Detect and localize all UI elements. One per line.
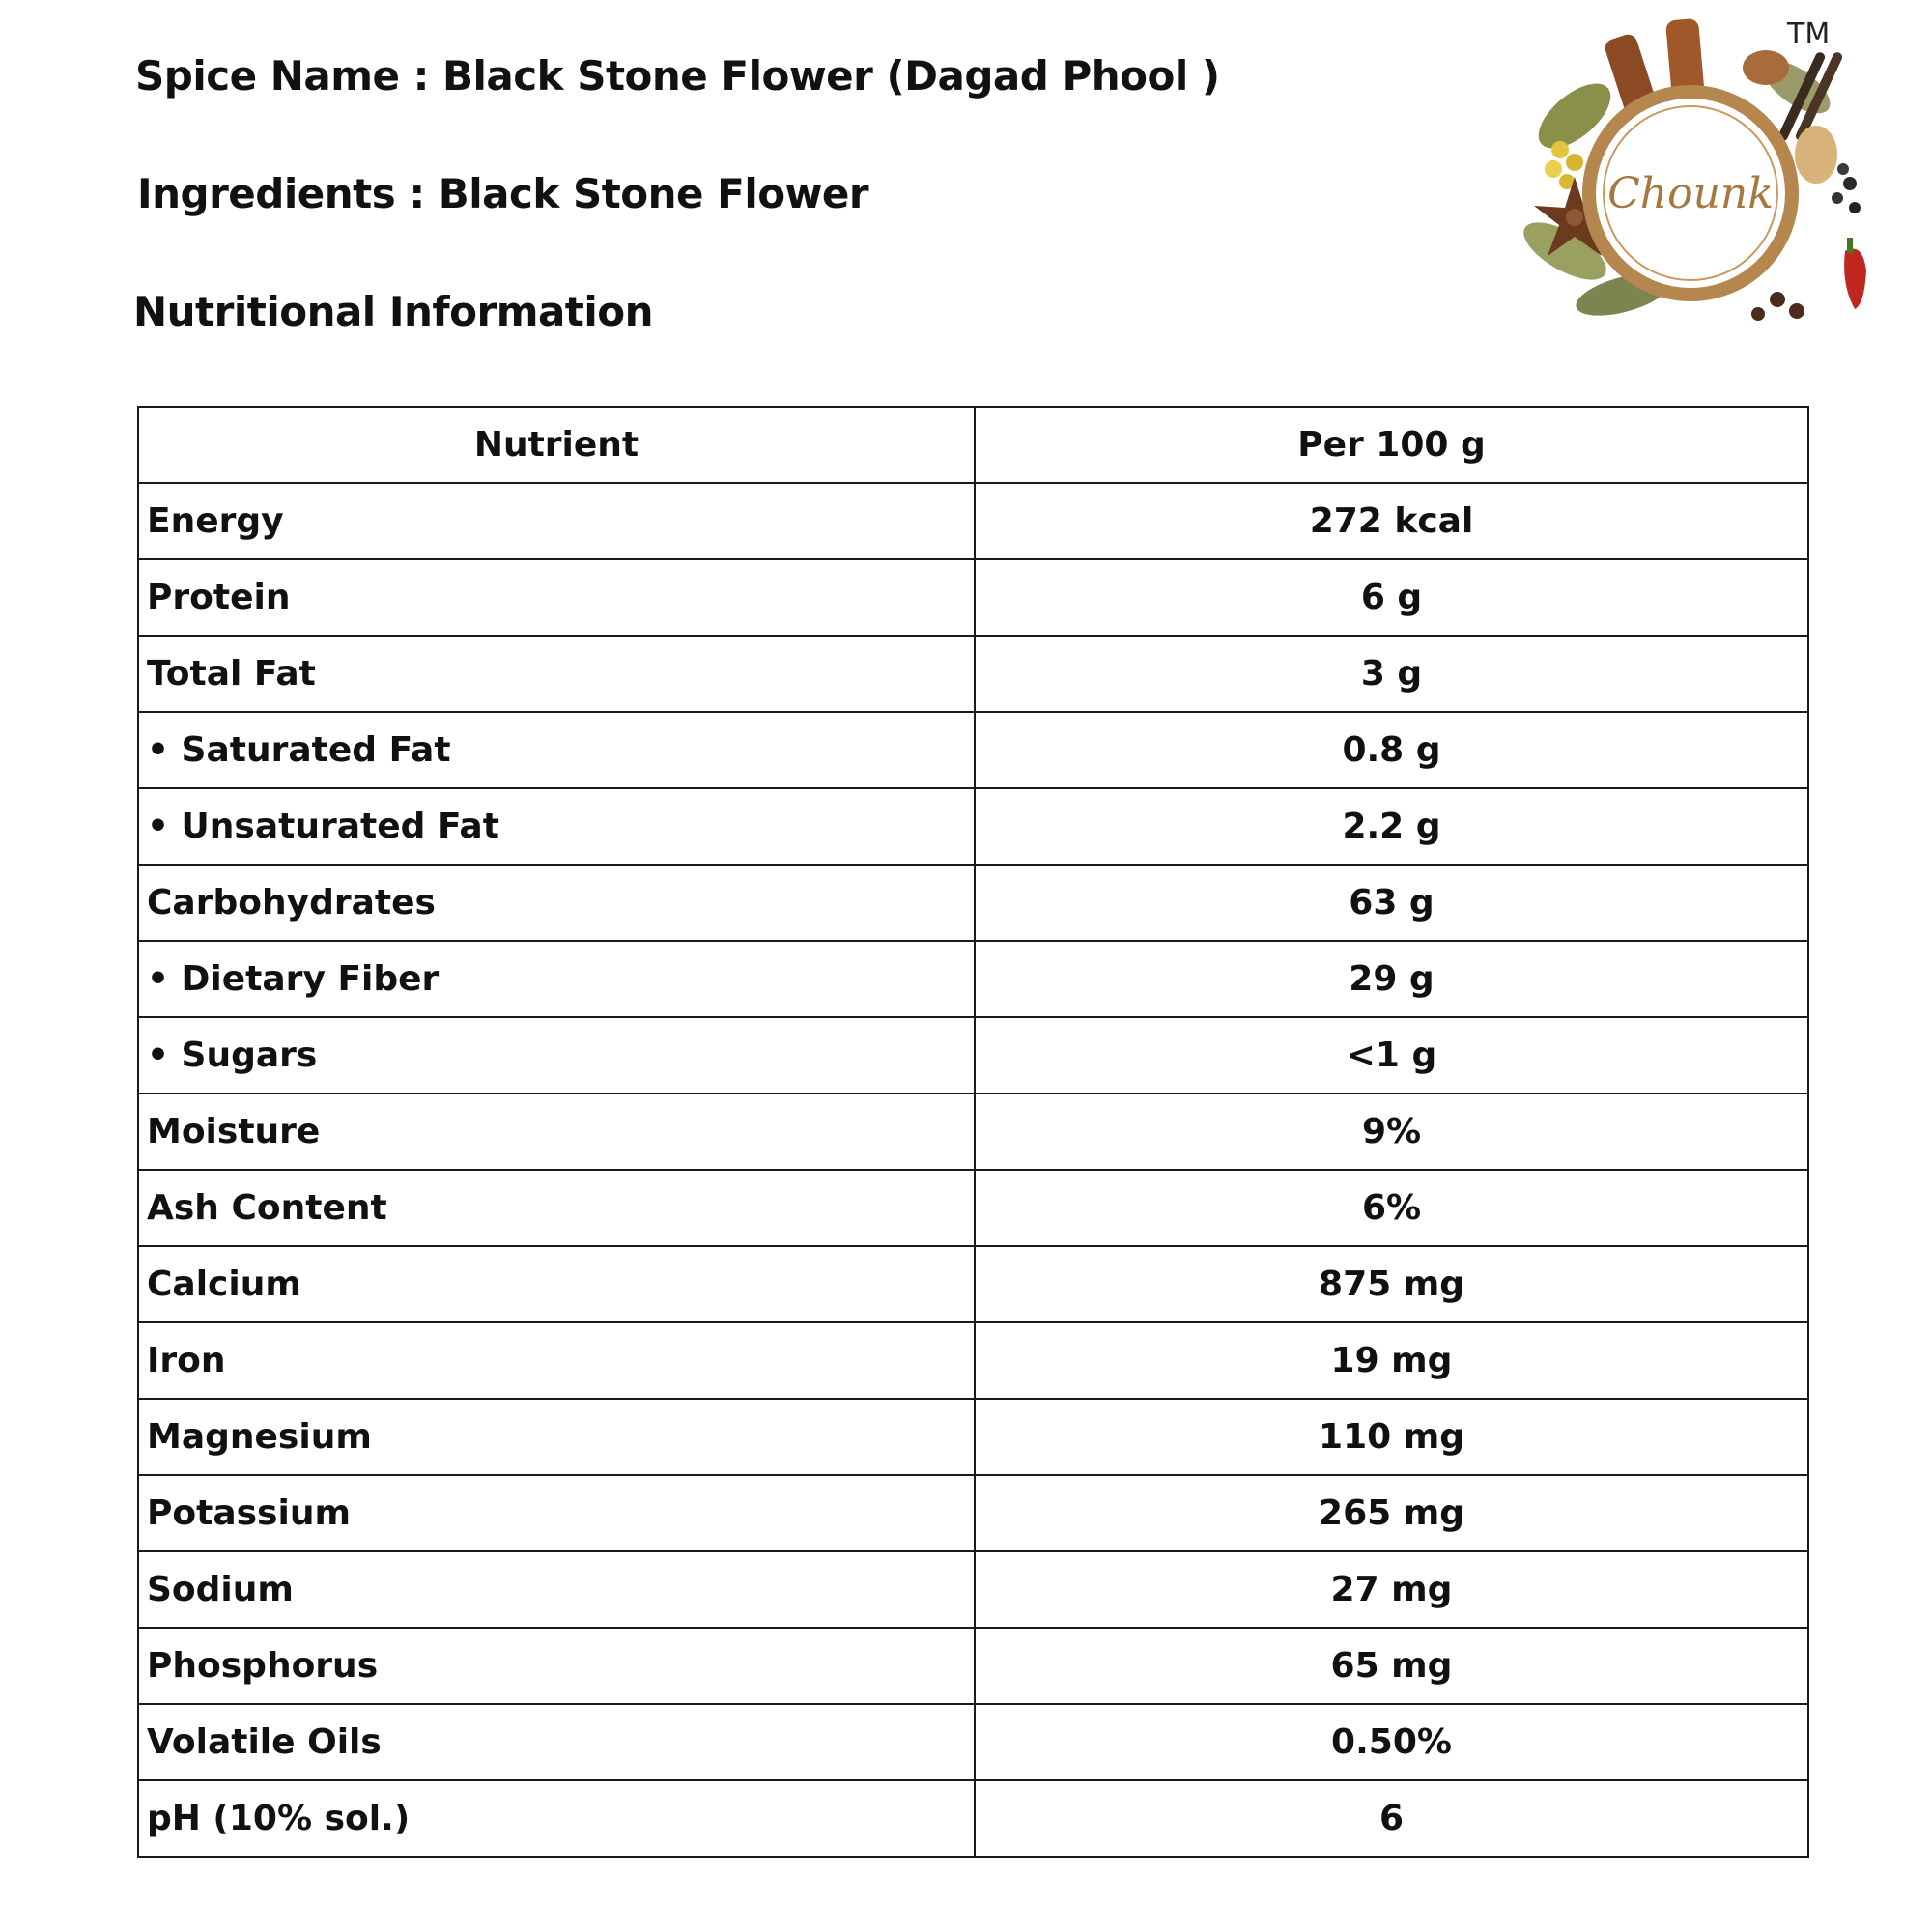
nutrient-name-cell: Potassium [138,1475,975,1551]
nutrient-value-cell: 272 kcal [975,483,1808,559]
table-row [138,1475,1808,1551]
table-row [138,1094,1808,1170]
nutrient-value-cell: 2.2 g [975,788,1808,865]
nutrient-value-cell: 6 [975,1780,1808,1857]
logo-brand-text: Chounk [1607,169,1774,218]
nutritional-information-heading: Nutritional Information [133,288,654,335]
nutrient-value-cell: 875 mg [975,1246,1808,1322]
trademark-mark: TM [1787,17,1831,51]
chounk-logo [1507,10,1874,338]
nutrient-name-cell: Volatile Oils [138,1704,975,1780]
nutrient-name-cell: • Unsaturated Fat [138,788,975,865]
nutrient-value-cell: 0.8 g [975,712,1808,788]
nutrient-value-cell: 29 g [975,941,1808,1017]
nutrition-table [137,406,1809,1858]
nutrient-value-cell: 110 mg [975,1399,1808,1475]
nutrient-name-cell: pH (10% sol.) [138,1780,975,1857]
nutrient-value-cell: 9% [975,1094,1808,1170]
nutrient-value-cell: 63 g [975,865,1808,941]
nutrient-value-cell: 6% [975,1170,1808,1246]
table-row [138,1246,1808,1322]
table-row [138,788,1808,865]
nutrient-value-cell: 0.50% [975,1704,1808,1780]
nutrient-value-cell: 3 g [975,636,1808,712]
nutrient-name-cell: Calcium [138,1246,975,1322]
table-row [138,636,1808,712]
nutrient-value-cell: 265 mg [975,1475,1808,1551]
nutrient-value-cell: 6 g [975,559,1808,636]
table-row [138,941,1808,1017]
spice-wreath-logo-icon [1507,10,1874,338]
table-row [138,1322,1808,1399]
table-header-row [138,407,1808,483]
nutrient-value-cell: 27 mg [975,1551,1808,1628]
table-row [138,712,1808,788]
nutrient-name-cell: Protein [138,559,975,636]
nutrient-name-cell: Carbohydrates [138,865,975,941]
nutrient-name-cell: Magnesium [138,1399,975,1475]
nutrient-name-cell: Total Fat [138,636,975,712]
table-row [138,1170,1808,1246]
ingredients-heading: Ingredients : Black Stone Flower [137,170,869,217]
column-header-nutrient: Nutrient [138,407,975,483]
table-row [138,1017,1808,1094]
table-row [138,1704,1808,1780]
nutrient-name-cell: Moisture [138,1094,975,1170]
table-row [138,483,1808,559]
nutrient-name-cell: Iron [138,1322,975,1399]
nutrient-name-cell: • Sugars [138,1017,975,1094]
table-row [138,559,1808,636]
table-row [138,1780,1808,1857]
spice-name-heading: Spice Name : Black Stone Flower (Dagad Phool ) [135,52,1220,99]
nutrient-name-cell: • Dietary Fiber [138,941,975,1017]
nutrient-name-cell: Ash Content [138,1170,975,1246]
nutrient-value-cell: 65 mg [975,1628,1808,1704]
table-row [138,1399,1808,1475]
nutrient-value-cell: 19 mg [975,1322,1808,1399]
table-row [138,865,1808,941]
table-row [138,1551,1808,1628]
nutrient-name-cell: Sodium [138,1551,975,1628]
nutrient-name-cell: • Saturated Fat [138,712,975,788]
column-header-per-100g: Per 100 g [975,407,1808,483]
nutrient-value-cell: <1 g [975,1017,1808,1094]
nutrient-name-cell: Phosphorus [138,1628,975,1704]
nutrient-name-cell: Energy [138,483,975,559]
table-row [138,1628,1808,1704]
